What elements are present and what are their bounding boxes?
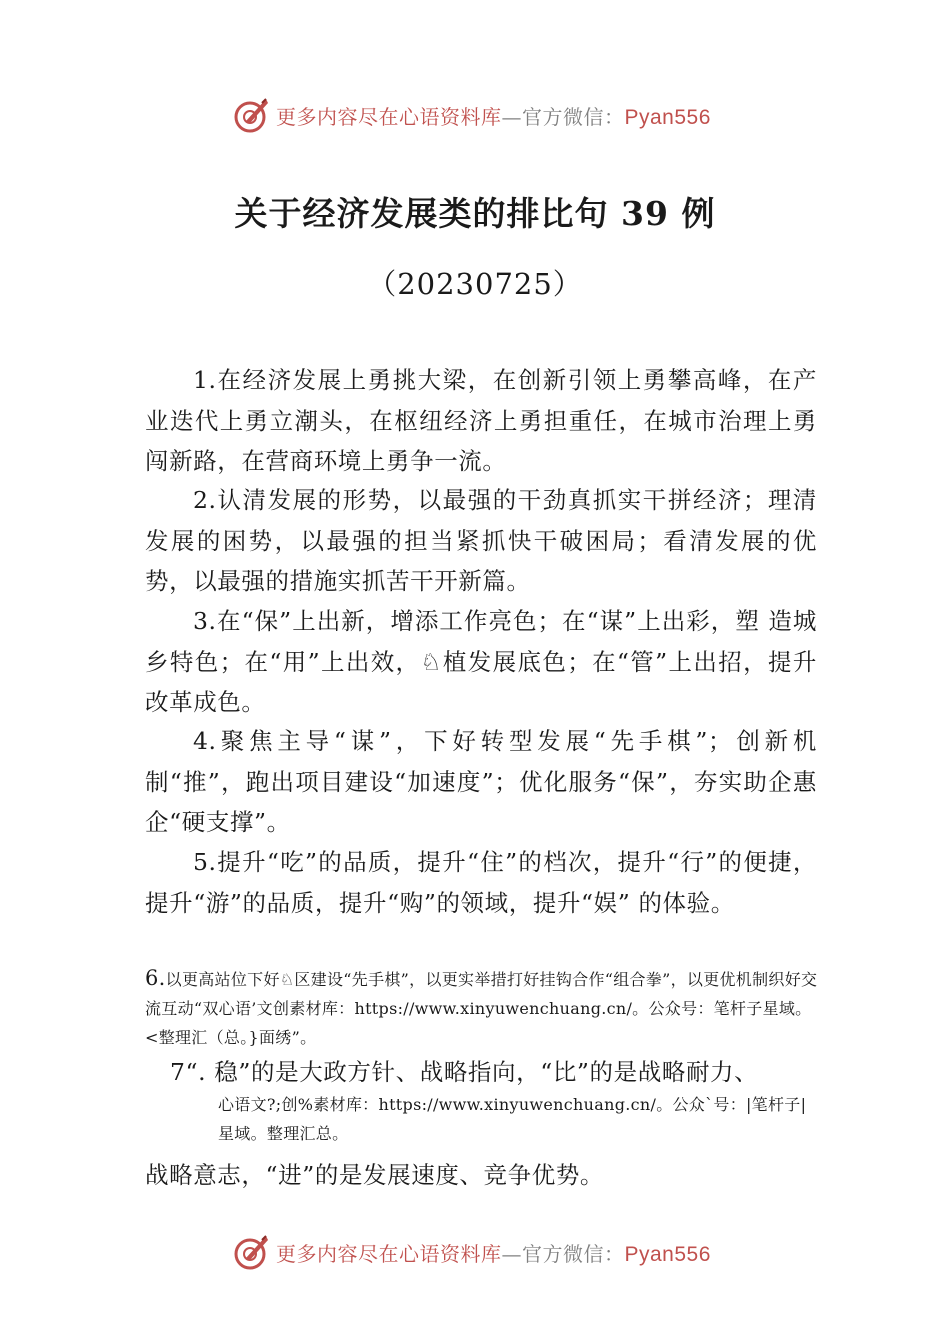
banner-wechat-label: 官方微信： xyxy=(522,1241,625,1266)
banner-wechat-id: Pyan556 xyxy=(624,105,711,129)
banner-separator: — xyxy=(501,1241,522,1266)
paragraph-6-text: 以更高站位下好♘区建设“先手棋”，以更实举措打好挂钩合作“组合拳”，以更优机制织好交流互动“双心语’文创素材库：https://www.xinyuwenchuang.cn/。公众号：笔杆子星域。<整理汇（总。}面绣”。 xyxy=(145,970,818,1047)
paragraph-7-note: 心语文?;创%素材库：https://www.xinyuwenchuang.cn/。公众`号：|笔杆子|星域。整理汇总。 xyxy=(218,1095,807,1143)
footer-banner xyxy=(0,1232,950,1272)
paragraph-6-number: 6. xyxy=(145,966,166,990)
banner-separator: — xyxy=(501,104,522,129)
paragraph-7-head: 7“. 稳”的是大政方针、战略指向，“比”的是战略耐力、 xyxy=(170,1058,759,1086)
paragraph-7-tail: 战略意志，“进”的是发展速度、竞争优势。 xyxy=(145,1161,605,1189)
page-subtitle-date: （20230725） xyxy=(367,267,583,301)
paragraph-2: 2.认清发展的形势，以最强的干劲真抓实干拼经济；理清发展的困势，以最强的担当紧抓快干破困局；看清发展的优势，以最强的措施实抓苦干开新篇。 xyxy=(145,486,817,595)
page-title: 关于经济发展类的排比句 39 例 xyxy=(234,194,716,233)
paragraph-3: 3.在“保”上出新，增添工作亮色；在“谋”上出彩，塑 造城乡特色；在“用”上出效，♘植发展底色；在“管”上出招，提升改革成色。 xyxy=(145,607,817,716)
banner-promo-text: 更多内容尽在心语资料库 xyxy=(276,1241,502,1266)
paragraph-5: 5.提升“吃”的品质，提升“住”的档次，提升“行”的便捷，提升“游”的品质，提升“购”的领域，提升“娱” 的体验。 xyxy=(145,848,817,917)
quill-logo-icon xyxy=(232,1232,272,1272)
header-banner xyxy=(0,95,950,135)
banner-wechat-id: Pyan556 xyxy=(624,1242,711,1266)
banner-wechat-label: 官方微信： xyxy=(522,104,625,129)
paragraph-6 xyxy=(145,964,825,1052)
paragraph-1: 1.在经济发展上勇挑大梁，在创新引领上勇攀高峰，在产业迭代上勇立潮头，在枢纽经济上勇担重任，在城市治理上勇闯新路，在营商环境上勇争一流。 xyxy=(145,366,817,475)
paragraph-4: 4.聚焦主导“谋”，下好转型发展“先手棋”；创新机制“推”，跑出项目建设“加速度”；优化服务“保”，夯实助企惠企“硬支撑”。 xyxy=(145,727,817,836)
quill-logo-icon xyxy=(232,95,272,135)
banner-promo-text: 更多内容尽在心语资料库 xyxy=(276,104,502,129)
